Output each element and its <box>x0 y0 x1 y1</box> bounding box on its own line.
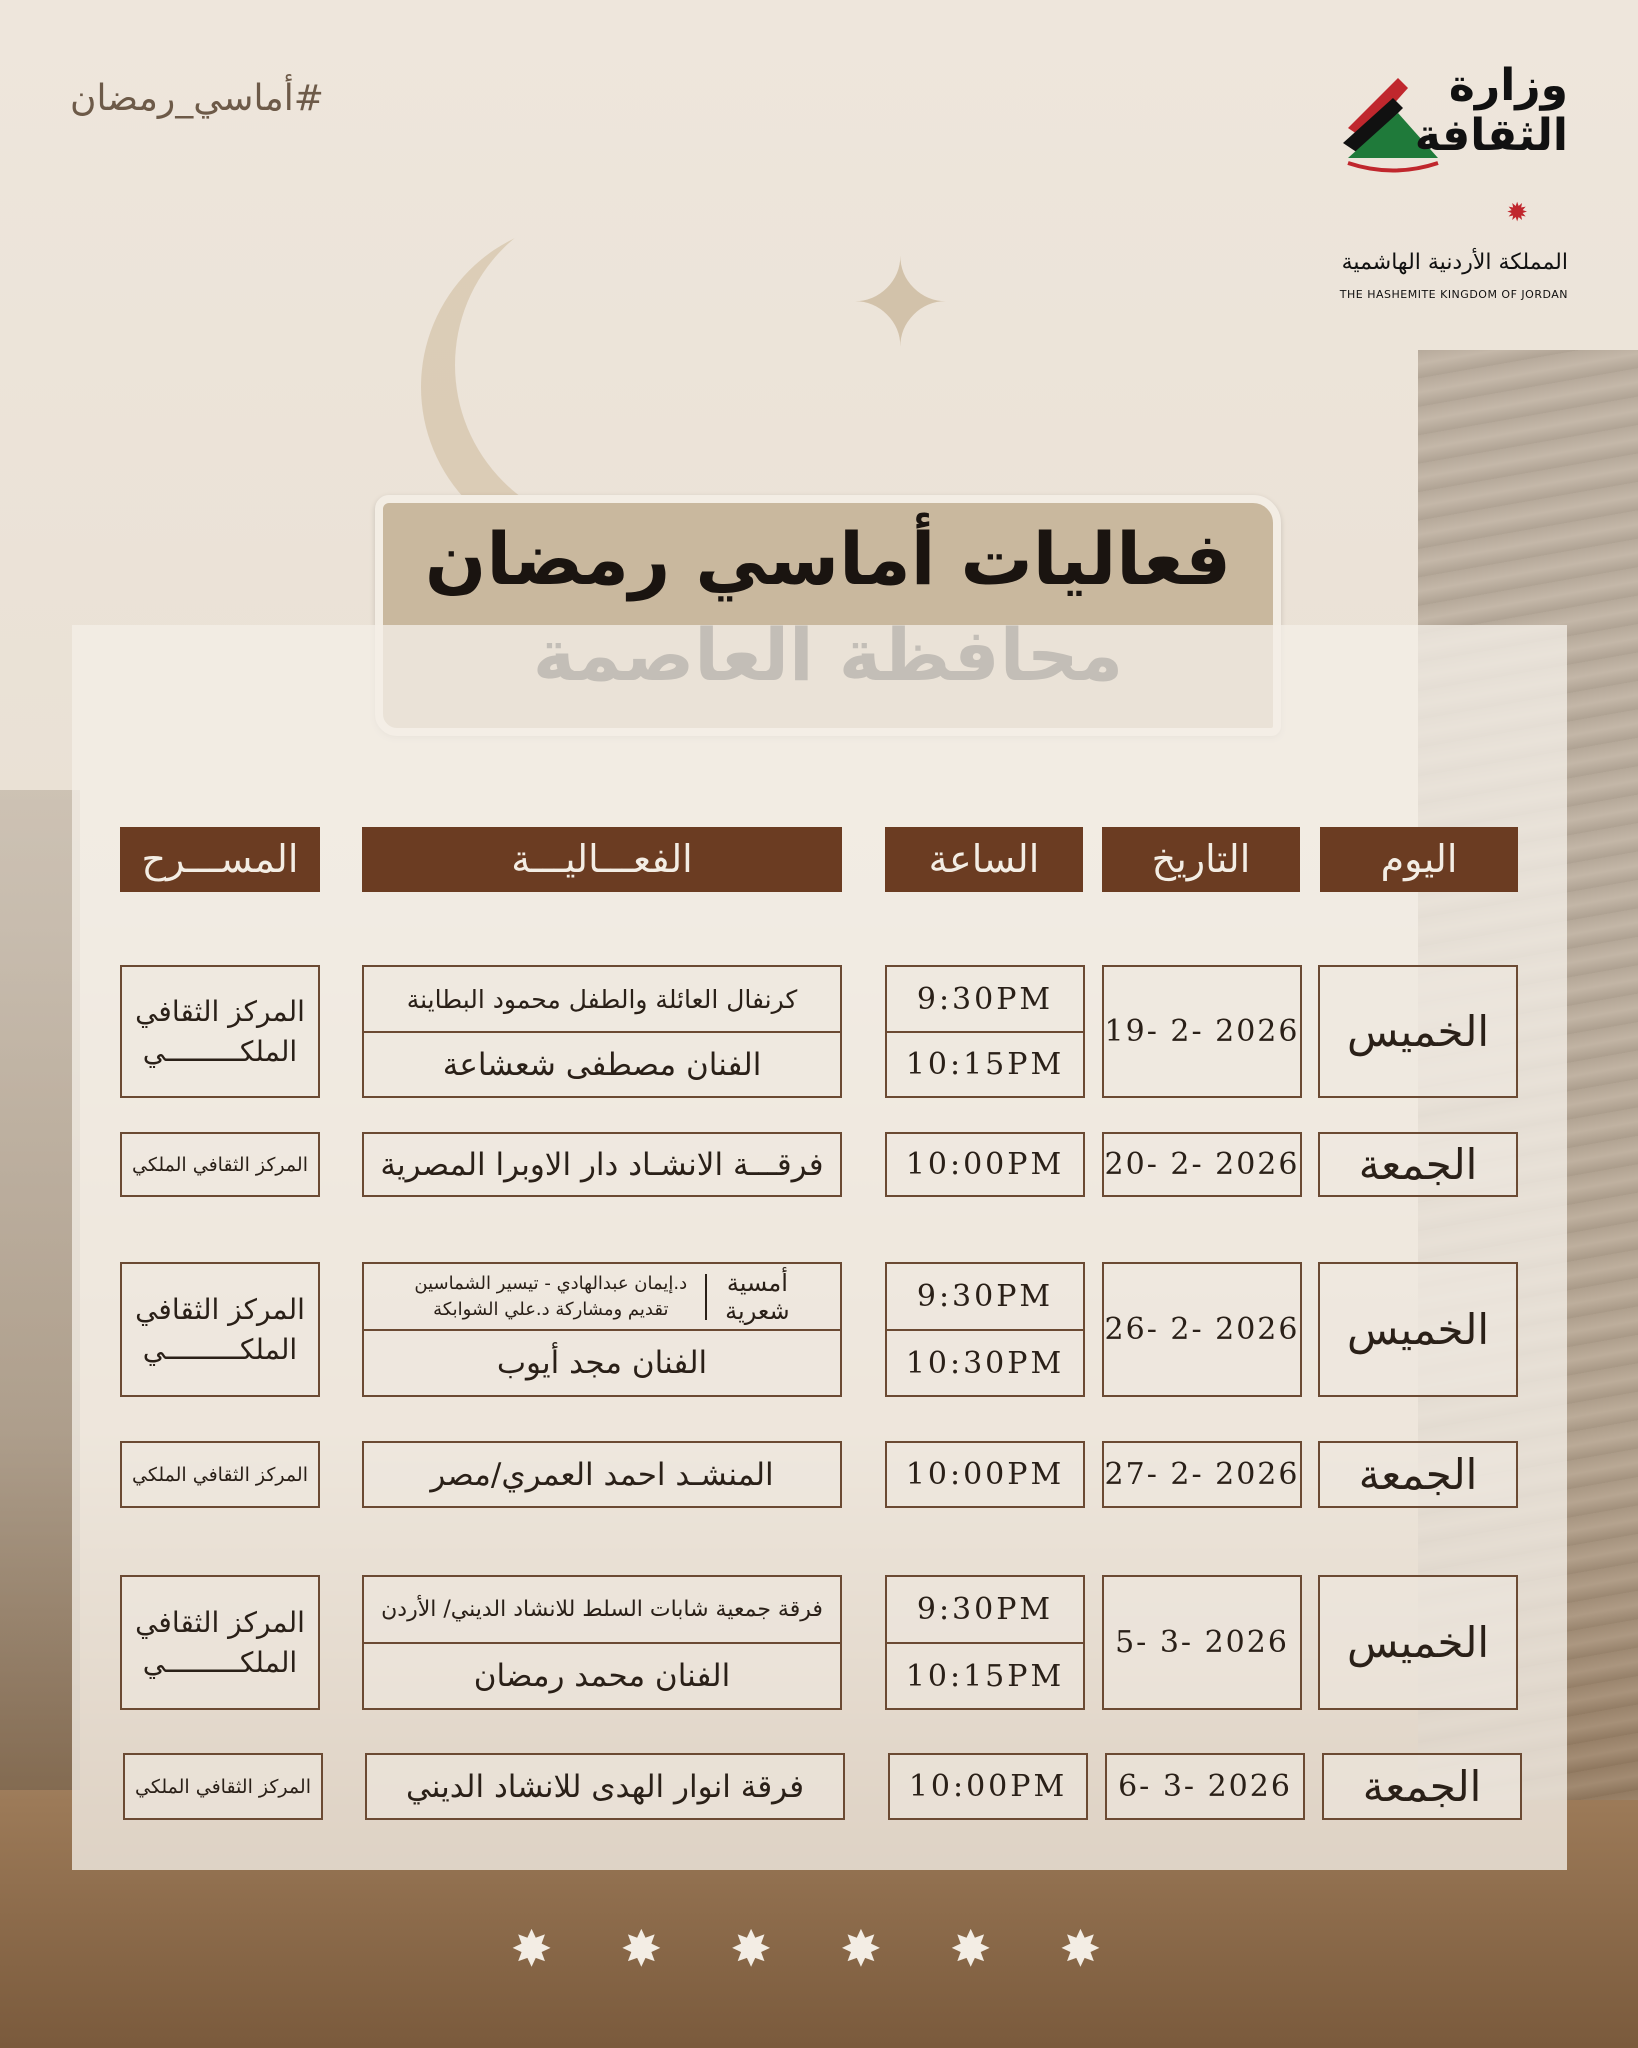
header-date: التاريخ <box>1102 827 1300 892</box>
row1-venue-line1: المركز الثقافي <box>135 994 305 1028</box>
row4-time: 10:00PM <box>885 1441 1085 1508</box>
row2-venue: المركز الثقافي الملكي <box>120 1132 320 1197</box>
header-venue: المســـرح <box>120 827 320 892</box>
row3-event2: الفنان مجد أيوب <box>362 1329 842 1397</box>
row2-time: 10:00PM <box>885 1132 1085 1197</box>
row1-event2: الفنان مصطفى شعشاعة <box>362 1031 842 1098</box>
row3-venue-line1: المركز الثقافي <box>135 1292 305 1326</box>
page-title: فعاليات أماسي رمضان <box>424 517 1232 601</box>
kingdom-name-english: THE HASHEMITE KINGDOM OF JORDAN <box>1339 288 1568 301</box>
poetry-performers <box>414 1271 687 1323</box>
header-event: الفعـــاليـــة <box>362 827 842 892</box>
row4-date: 27- 2- 2026 <box>1102 1441 1302 1508</box>
hashtag: #أماسي_رمضان <box>70 78 324 119</box>
poetry-host: تقديم ومشاركة د.علي الشوابكة <box>433 1298 669 1320</box>
row1-time2: 10:15PM <box>885 1031 1085 1098</box>
crescent-moon-icon <box>455 200 785 530</box>
row1-day: الخميس <box>1318 965 1518 1098</box>
row5-venue-line2: الملكـــــــــي <box>142 1645 298 1679</box>
row4-event: المنشـد احمد العمري/مصر <box>362 1441 842 1508</box>
row5-event2: الفنان محمد رمضان <box>362 1642 842 1710</box>
row3-day: الخميس <box>1318 1262 1518 1397</box>
poetry-genre-line2: شعرية <box>725 1296 790 1325</box>
row5-day: الخميس <box>1318 1575 1518 1710</box>
row4-venue: المركز الثقافي الملكي <box>120 1441 320 1508</box>
row6-venue: المركز الثقافي الملكي <box>123 1753 323 1820</box>
row1-venue-line2: الملكـــــــــي <box>142 1034 298 1068</box>
row1-time1: 9:30PM <box>885 965 1085 1033</box>
header-time: الساعة <box>885 827 1083 892</box>
row2-event: فرقـــة الانشـاد دار الاوبرا المصرية <box>362 1132 842 1197</box>
background-ruins-left <box>0 790 80 1790</box>
poetry-genre <box>725 1269 789 1325</box>
row3-venue-line2: الملكـــــــــي <box>142 1332 298 1366</box>
row6-date: 6- 3- 2026 <box>1105 1753 1305 1820</box>
ministry-name-line1: وزارة <box>1448 60 1568 111</box>
row6-time: 10:00PM <box>888 1753 1088 1820</box>
row3-poetry-event <box>362 1262 842 1331</box>
poetry-separator <box>705 1274 707 1320</box>
row5-event1: فرقة جمعية شابات السلط للانشاد الديني/ الأردن <box>362 1575 842 1644</box>
row5-time2: 10:15PM <box>885 1642 1085 1710</box>
crown-icon: ✹ <box>1506 198 1528 228</box>
row3-date: 26- 2- 2026 <box>1102 1262 1302 1397</box>
row3-time2: 10:30PM <box>885 1329 1085 1397</box>
background-star-icon: ✦ <box>850 235 951 374</box>
header-day: اليوم <box>1320 827 1518 892</box>
row5-venue <box>120 1575 320 1710</box>
row5-time1: 9:30PM <box>885 1575 1085 1644</box>
row1-event1: كرنفال العائلة والطفل محمود البطاينة <box>362 965 842 1033</box>
row5-date: 5- 3- 2026 <box>1102 1575 1302 1710</box>
row2-date: 20- 2- 2026 <box>1102 1132 1302 1197</box>
ministry-name-line2: الثقافة <box>1414 110 1568 161</box>
poetry-genre-line1: أمسية <box>726 1268 788 1297</box>
row5-venue-line1: المركز الثقافي <box>135 1605 305 1639</box>
row1-date: 19- 2- 2026 <box>1102 965 1302 1098</box>
kingdom-name-arabic: المملكة الأردنية الهاشمية <box>1341 250 1568 275</box>
row3-venue <box>120 1262 320 1397</box>
poetry-poets: د.إيمان عبدالهادي - تيسير الشماسين <box>414 1272 688 1294</box>
row2-day: الجمعة <box>1318 1132 1518 1197</box>
row1-venue <box>120 965 320 1098</box>
footer-jordan-star-icons: ✸ ✸ ✸ ✸ ✸ ✸ <box>510 1920 1128 1978</box>
row6-event: فرقة انوار الهدى للانشاد الديني <box>365 1753 845 1820</box>
row3-time1: 9:30PM <box>885 1262 1085 1331</box>
row4-day: الجمعة <box>1318 1441 1518 1508</box>
row6-day: الجمعة <box>1322 1753 1522 1820</box>
ministry-logo <box>1338 50 1568 301</box>
